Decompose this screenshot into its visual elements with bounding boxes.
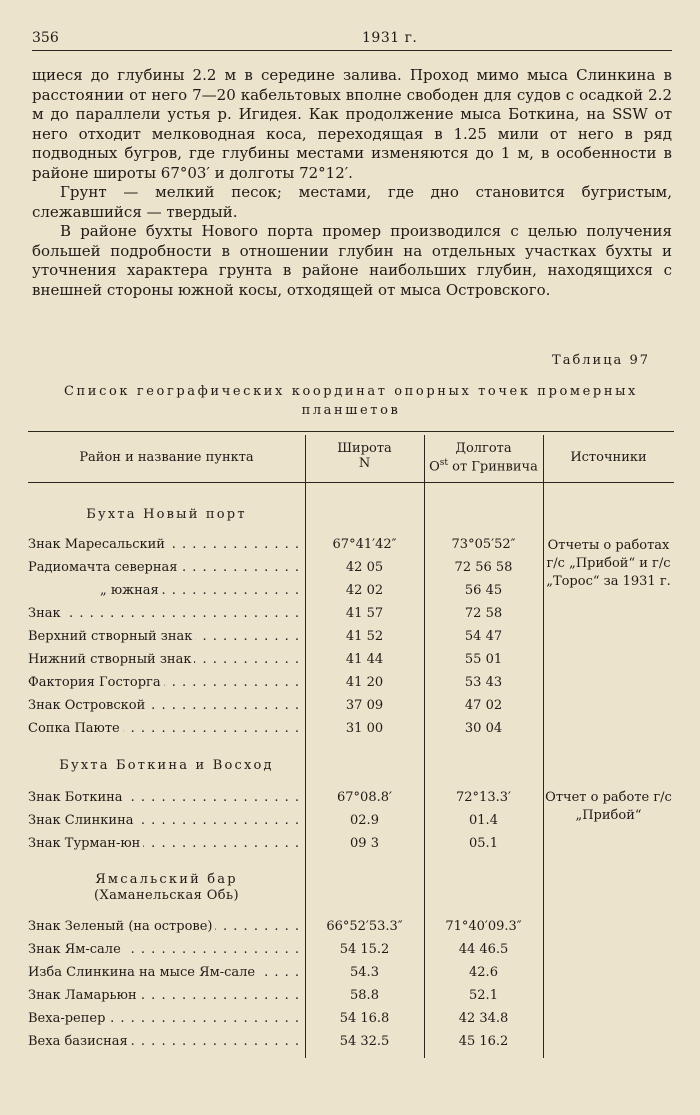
- latitude-value: 37 09: [345, 698, 384, 713]
- page-number: 356: [32, 30, 59, 46]
- latitude-value: 67°08.8′: [337, 790, 392, 805]
- paragraph: Грунт — мелкий песок; местами, где дно становится бугристым, слежавшийся — твердый.: [32, 183, 672, 221]
- coordinates-table: [28, 431, 674, 1058]
- section-subtitle: (Хаманельская Обь): [94, 888, 239, 903]
- longitude-value: 01.4: [469, 813, 498, 828]
- longitude-value: 71°40′09.3″: [445, 919, 522, 934]
- longitude-sup: st: [439, 458, 449, 468]
- latitude-value: 41 52: [345, 629, 384, 644]
- point-name: Фактория Госторга . . .: [28, 673, 305, 693]
- table-row: [28, 535, 674, 555]
- table-row: [28, 719, 674, 739]
- latitude-unit: N: [358, 456, 371, 471]
- latitude-value: 02.9: [350, 813, 379, 828]
- longitude-value: 42 34.8: [458, 1011, 509, 1026]
- column-header-name: Район и название пункта: [79, 450, 254, 465]
- longitude-value: 47 02: [464, 698, 503, 713]
- point-name: Знак Зеленый (на острове) . . .: [28, 917, 305, 937]
- longitude-value: 05.1: [469, 836, 498, 851]
- point-name: Сопка Паюте . . .: [28, 719, 305, 739]
- section-source: Отчет о работе г/с „Прибой“: [545, 790, 672, 823]
- table-top-rule: [28, 431, 674, 432]
- longitude-value: 73°05′52″: [451, 537, 516, 552]
- latitude-value: 42 02: [345, 583, 384, 598]
- point-name: Изба Слинкина на мысе Ям-сале . . .: [28, 963, 305, 983]
- latitude-value: 66°52′53.3″: [326, 919, 403, 934]
- point-name: Знак Ламарьюн . . .: [28, 986, 305, 1006]
- point-name: Знак Турман-юн . . .: [28, 834, 305, 854]
- table-row: [28, 604, 674, 624]
- point-name: Веха-репер . . .: [28, 1009, 305, 1029]
- table-header-rule: [28, 482, 674, 483]
- point-name: Веха базисная . . .: [28, 1032, 305, 1052]
- longitude-value: 72 58: [464, 606, 503, 621]
- table-row: [28, 581, 674, 601]
- table-row: [28, 650, 674, 670]
- longitude-value: 53 43: [464, 675, 503, 690]
- column-header-longitude: [424, 441, 543, 474]
- longitude-prefix: O: [429, 459, 440, 475]
- longitude-value: 52.1: [469, 988, 498, 1003]
- point-name: Знак . . .: [28, 604, 305, 624]
- section-title: Ямсальский бар: [95, 872, 238, 887]
- longitude-value: 45 16.2: [458, 1034, 509, 1049]
- table-row: [28, 986, 674, 1006]
- table-row: [28, 673, 674, 693]
- section-title: Бухта Новый порт: [86, 507, 247, 522]
- running-header: [32, 30, 672, 51]
- longitude-ref: [424, 456, 543, 474]
- longitude-value: 30 04: [464, 721, 503, 736]
- latitude-value: 58.8: [350, 988, 379, 1003]
- table-row: [28, 940, 674, 960]
- point-name: „ южная . . .: [28, 581, 305, 601]
- table-row: [28, 917, 674, 937]
- point-name: Знак Островской . . .: [28, 696, 305, 716]
- latitude-value: 54.3: [350, 965, 379, 980]
- longitude-label: Долгота: [455, 441, 512, 456]
- longitude-value: 42.6: [469, 965, 498, 980]
- longitude-value: 44 46.5: [458, 942, 509, 957]
- paragraph: В районе бухты Нового порта промер производился с целью получения большей подробности в отношении глубин на отдельных участках бухты и уточнения характера грунта в районе наибольших глубин, находящихся с внешней стороны южной косы, отходящей от мыса Островского.: [32, 222, 672, 299]
- point-name: Радиомачта северная . . .: [28, 558, 305, 578]
- table-row: [28, 696, 674, 716]
- table-number: Таблица 97: [552, 353, 650, 368]
- latitude-value: 41 20: [345, 675, 384, 690]
- longitude-value: 56 45: [464, 583, 503, 598]
- table-row: [28, 811, 674, 831]
- table-row: [28, 627, 674, 647]
- table-row: [28, 963, 674, 983]
- point-name: Знак Ям-сале . . .: [28, 940, 305, 960]
- table-row: [28, 1032, 674, 1052]
- longitude-value: 72°13.3′: [456, 790, 511, 805]
- longitude-value: 55 01: [464, 652, 503, 667]
- column-header-source: Источники: [570, 450, 647, 465]
- table-caption: Список географических координат опорных точек промерных планшетов: [64, 384, 638, 418]
- longitude-value: 54 47: [464, 629, 503, 644]
- table-row: [28, 558, 674, 578]
- table-row: [28, 834, 674, 854]
- latitude-value: 41 57: [345, 606, 384, 621]
- point-name: Знак Слинкина . . .: [28, 811, 305, 831]
- latitude-value: 54 16.8: [339, 1011, 390, 1026]
- section-title: Бухта Боткина и Восход: [59, 758, 274, 773]
- latitude-value: 54 32.5: [339, 1034, 390, 1049]
- latitude-value: 54 15.2: [339, 942, 390, 957]
- latitude-value: 42 05: [345, 560, 384, 575]
- latitude-value: 31 00: [345, 721, 384, 736]
- point-name: Верхний створный знак . . .: [28, 627, 305, 647]
- point-name: Знак Боткина . . .: [28, 788, 305, 808]
- latitude-label: Широта: [337, 441, 392, 456]
- point-name: Нижний створный знак . . .: [28, 650, 305, 670]
- point-name: Знак Маресальский . . .: [28, 535, 305, 555]
- running-title-year: 1931 г.: [362, 30, 418, 46]
- table-row: [28, 1009, 674, 1029]
- longitude-suffix: от Гринвича: [448, 459, 538, 475]
- latitude-value: 41 44: [345, 652, 384, 667]
- section-source: Отчеты о работах г/с „Прибой“ и г/с „Торос“ за 1931 г.: [546, 538, 671, 589]
- body-text: [32, 66, 672, 300]
- paragraph: щиеся до глубины 2.2 м в середине залива. Проход мимо мыса Слинкина в расстоянии от него 7—20 кабельтовых вполне свободен для судов с осадкой 2.2 м до параллели устья р. Игидея. Как продолжение мыса Боткина, на SSW от него отходит мелководная коса, переходящая в 1.25 мили от него в ряд подводных бугров, где глубины местами изменяются до 1 м, в особенности в районе широты 67°03′ и долготы 72°12′.: [32, 66, 672, 182]
- latitude-value: 67°41′42″: [332, 537, 397, 552]
- column-header-latitude: [305, 441, 424, 471]
- latitude-value: 09 3: [350, 836, 379, 851]
- table-row: [28, 788, 674, 808]
- longitude-value: 72 56 58: [454, 560, 513, 575]
